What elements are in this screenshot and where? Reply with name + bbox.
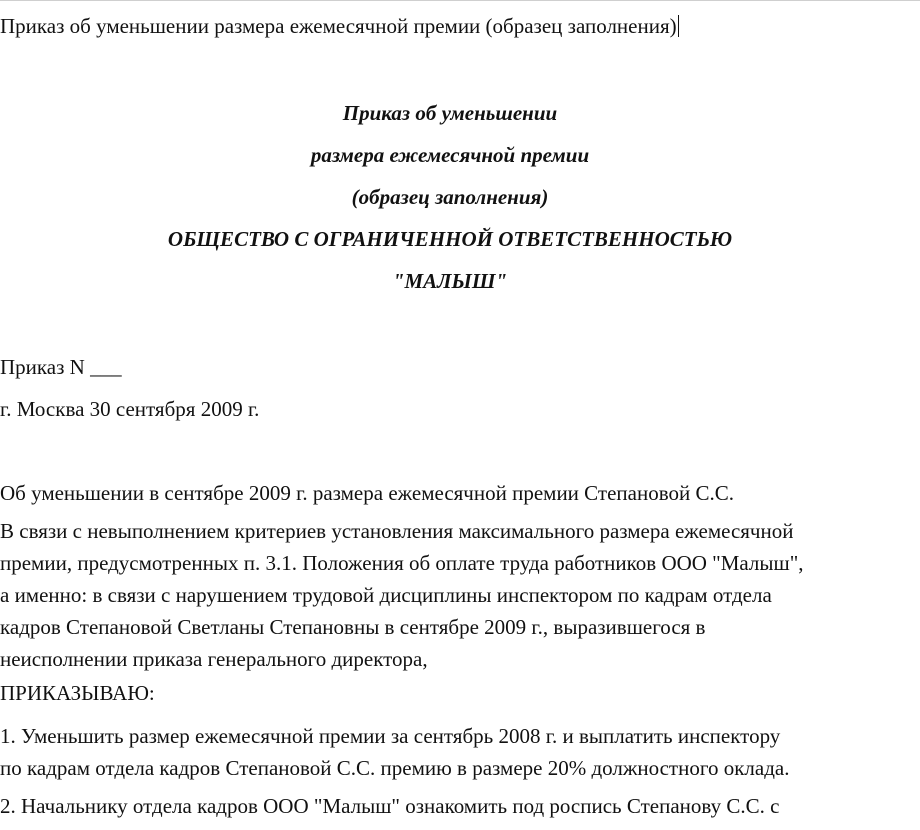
- order-number: Приказ N ___: [0, 355, 122, 379]
- header-line-3: (образец заполнения): [351, 185, 549, 209]
- reason-line: кадров Степановой Светланы Степановны в сентябре 2009 г., выразившегося в: [0, 615, 706, 639]
- reason-line: премии, предусмотренных п. 3.1. Положения об оплате труда работников ООО "Малыш",: [0, 551, 804, 575]
- reason-line: а именно: в связи с нарушением трудовой дисциплины инспектором по кадрам отдела: [0, 583, 772, 607]
- item-2-line: 2. Начальнику отдела кадров ООО "Малыш" ознакомить под роспись Степанову С.С. с: [0, 794, 780, 818]
- item-1-line: по кадрам отдела кадров Степановой С.С. премию в размере 20% должностного оклада.: [0, 756, 790, 780]
- document-title-text: Приказ об уменьшении размера ежемесячной премии (образец заполнения): [0, 14, 677, 38]
- item-1-line: 1. Уменьшить размер ежемесячной премии за сентябрь 2008 г. и выплатить инспектору: [0, 724, 781, 748]
- document-header: [0, 92, 900, 302]
- reason-line: В связи с невыполнением критериев установления максимального размера ежемесячной: [0, 519, 794, 543]
- document-title-line: [0, 14, 679, 39]
- order-item-2: [0, 790, 905, 822]
- reason-line: неисполнении приказа генерального директора,: [0, 647, 428, 671]
- header-line-2: размера ежемесячной премии: [310, 143, 590, 167]
- header-line-4: ОБЩЕСТВО С ОГРАНИЧЕННОЙ ОТВЕТСТВЕННОСТЬЮ: [167, 227, 733, 251]
- reason-paragraph: [0, 515, 905, 675]
- header-line-5: "МАЛЫШ": [392, 269, 508, 293]
- place-date: г. Москва 30 сентября 2009 г.: [0, 397, 260, 421]
- text-cursor: [678, 15, 679, 37]
- order-subject: Об уменьшении в сентябре 2009 г. размера ежемесячной премии Степановой С.С.: [0, 481, 734, 505]
- order-word: ПРИКАЗЫВАЮ:: [0, 681, 155, 705]
- header-line-1: Приказ об уменьшении: [342, 101, 558, 125]
- top-border: [0, 0, 920, 1]
- order-item-1: [0, 720, 905, 784]
